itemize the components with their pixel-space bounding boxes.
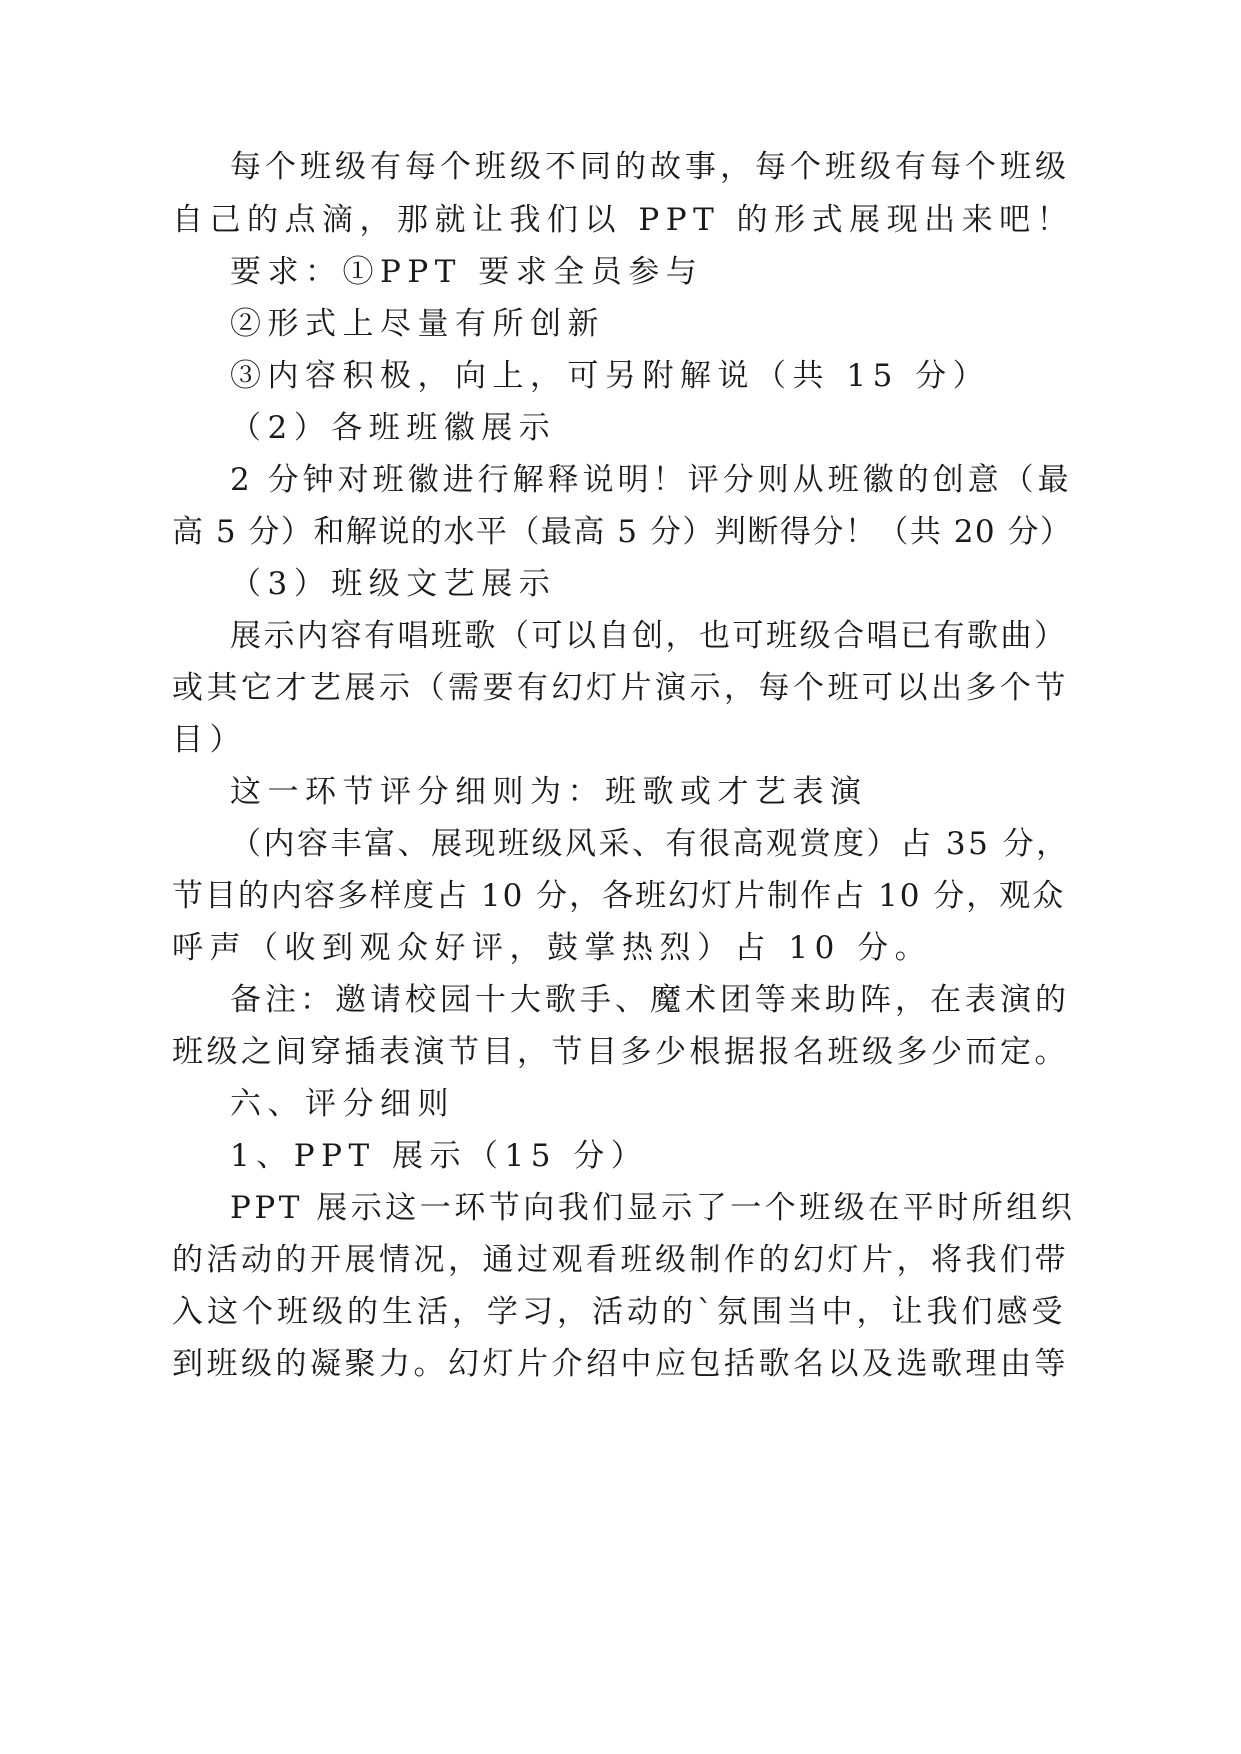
paragraph-line: 2 分钟对班徽进行解释说明！评分则从班徽的创意（最 bbox=[230, 462, 1073, 498]
paragraph-line: 备注：邀请校园十大歌手、魔术团等来助阵，在表演的 bbox=[230, 982, 1070, 1018]
paragraph-line: （内容丰富、展现班级风采、有很高观赏度）占 35 分， bbox=[230, 826, 1070, 862]
paragraph-line: 节目的内容多样度占 10 分，各班幻灯片制作占 10 分，观众 bbox=[172, 878, 1066, 914]
paragraph-line: 展示内容有唱班歌（可以自创，也可班级合唱已有歌曲） bbox=[230, 618, 1068, 654]
paragraph-line: ②形式上尽量有所创新 bbox=[230, 306, 605, 342]
section-heading: 六、评分细则 bbox=[230, 1086, 455, 1122]
section-heading: 1、PPT 展示（15 分） bbox=[230, 1138, 649, 1174]
paragraph-line: 要求：①PPT 要求全员参与 bbox=[230, 254, 704, 290]
paragraph-line: 目） bbox=[172, 722, 247, 758]
section-heading: （2）各班班徽展示 bbox=[230, 410, 557, 446]
paragraph-line: 高 5 分）和解说的水平（最高 5 分）判断得分！（共 20 分） bbox=[172, 514, 1073, 550]
paragraph-line: PPT 展示这一环节向我们显示了一个班级在平时所组织 bbox=[230, 1190, 1076, 1226]
paragraph-line: 这一环节评分细则为：班歌或才艺表演 bbox=[230, 774, 868, 810]
paragraph-line: 或其它才艺展示（需要有幻灯片演示，每个班可以出多个节 bbox=[172, 670, 1069, 706]
paragraph-line: 自己的点滴，那就让我们以 PPT 的形式展现出来吧！ bbox=[172, 202, 1075, 238]
paragraph-line: ③内容积极，向上，可另附解说（共 15 分） bbox=[230, 358, 991, 394]
paragraph-line: 入这个班级的生活，学习，活动的`氛围当中，让我们感受 bbox=[172, 1294, 1067, 1330]
paragraph-line: 班级之间穿插表演节目，节目多少根据报名班级多少而定。 bbox=[172, 1034, 1069, 1070]
paragraph-line: 的活动的开展情况，通过观看班级制作的幻灯片，将我们带 bbox=[172, 1242, 1069, 1278]
paragraph-line: 每个班级有每个班级不同的故事，每个班级有每个班级 bbox=[230, 149, 1070, 185]
paragraph-line: 到班级的凝聚力。幻灯片介绍中应包括歌名以及选歌理由等 bbox=[172, 1346, 1069, 1382]
section-heading: （3）班级文艺展示 bbox=[230, 566, 557, 602]
paragraph-line: 呼声（收到观众好评，鼓掌热烈）占 10 分。 bbox=[172, 930, 933, 966]
